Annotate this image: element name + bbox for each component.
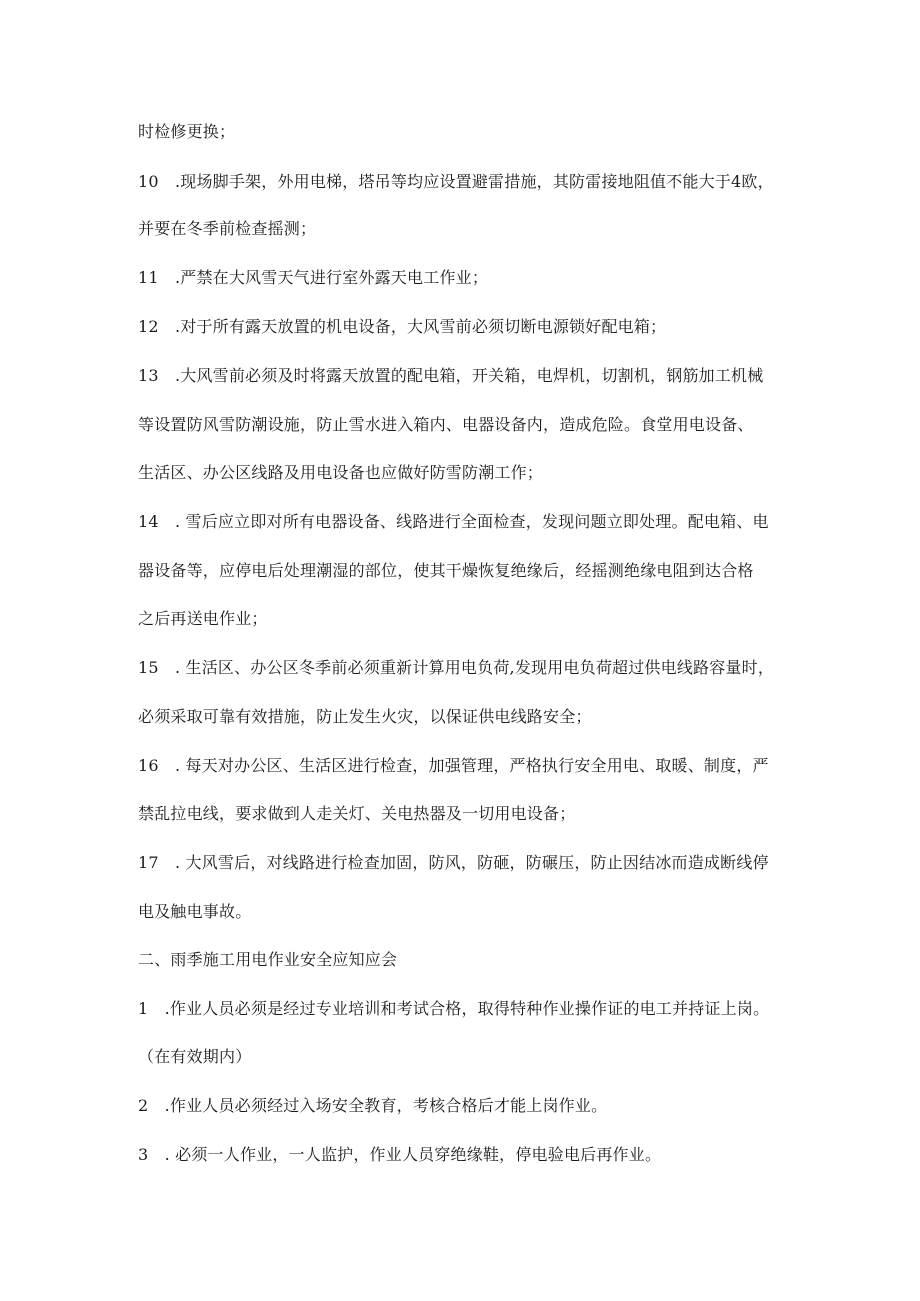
text-line: 等设置防风雪防潮设施，防止雪水进入箱内、电器设备内，造成危险。食堂用电设备、 bbox=[138, 415, 754, 434]
text-line: 12 .对于所有露天放置的机电设备，大风雪前必须切断电源锁好配电箱； bbox=[138, 317, 667, 336]
text-line: 16 . 每天对办公区、生活区进行检查，加强管理，严格执行安全用电、取暖、制度，严 bbox=[138, 756, 769, 775]
text-line: 14 . 雪后应立即对所有电器设备、线路进行全面检查，发现问题立即处理。配电箱、电 bbox=[138, 512, 769, 531]
text-line: 13 .大风雪前必须及时将露天放置的配电箱，开关箱，电焊机，切割机，钢筋加工机械 bbox=[138, 366, 764, 385]
text-line: 之后再送电作业； bbox=[138, 609, 268, 628]
text-line: 器设备等，应停电后处理潮湿的部位，使其干燥恢复绝缘后，经摇测绝缘电阻到达合格 bbox=[138, 561, 754, 580]
text-line: 时检修更换； bbox=[138, 122, 236, 141]
text-line: 10 .现场脚手架，外用电梯，塔吊等均应设置避雷措施，其防雷接地阻值不能大于4欧， bbox=[138, 172, 774, 191]
text-line: 生活区、办公区线路及用电设备也应做好防雪防潮工作； bbox=[138, 463, 544, 482]
text-line: 17 . 大风雪后，对线路进行检查加固，防风，防砸，防碾压，防止因结冰而造成断线停 bbox=[138, 853, 769, 872]
text-line: 2 .作业人员必须经过入场安全教育，考核合格后才能上岗作业。 bbox=[138, 1096, 608, 1115]
text-line: 3 . 必须一人作业，一人监护，作业人员穿绝缘鞋，停电验电后再作业。 bbox=[138, 1145, 662, 1164]
section-heading: 二、雨季施工用电作业安全应知应会 bbox=[138, 950, 398, 969]
text-line: 禁乱拉电线，要求做到人走关灯、关电热器及一切用电设备； bbox=[138, 804, 576, 823]
text-line: 电及触电事故。 bbox=[138, 902, 252, 921]
text-line: （在有效期内） bbox=[138, 1047, 252, 1066]
text-line: 1 .作业人员必须是经过专业培训和考试合格，取得特种作业操作证的电工并持证上岗。 bbox=[138, 999, 770, 1018]
text-line: 必须采取可靠有效措施，防止发生火灾，以保证供电线路安全； bbox=[138, 707, 592, 726]
text-line: 15 . 生活区、办公区冬季前必须重新计算用电负荷,发现用电负荷超过供电线路容量时， bbox=[138, 658, 775, 677]
text-line: 11 .严禁在大风雪天气进行室外露天电工作业； bbox=[138, 268, 489, 287]
text-line: 并要在冬季前检查摇测； bbox=[138, 219, 317, 238]
